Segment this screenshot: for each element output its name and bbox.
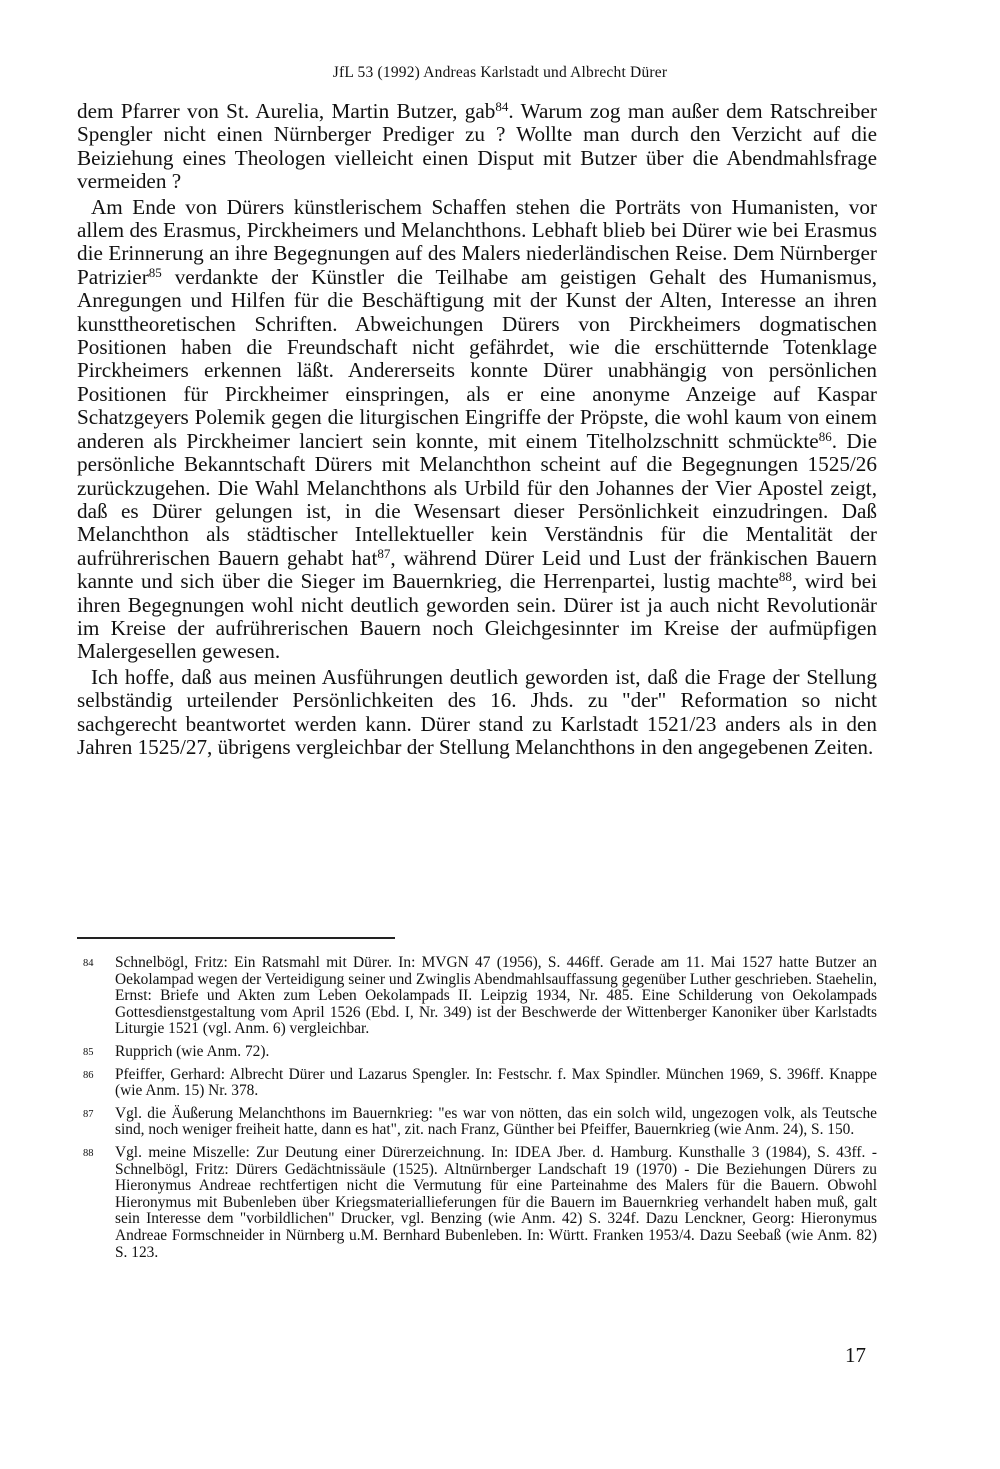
paragraph-text: Ich hoffe, daß aus meinen Ausführungen deutlich geworden ist, daß die Frage der Stellung selbständig urteilender Persönlichkeiten des 16. Jhds. zu "der" Reformation so nicht sachgerecht beantwortet werden kann. Dürer stand zu Karlstadt 1521/23 anders als in den Jahren 1525/27, übrigens vergleichbar der Stellung Melanchthons in den angegebenen Zeiten. xyxy=(77,664,877,759)
footnote-ref[interactable]: 85 xyxy=(148,264,162,280)
body-text xyxy=(77,100,877,759)
footnote xyxy=(77,1145,877,1261)
footnote-ref[interactable]: 84 xyxy=(495,99,509,114)
footnote-divider xyxy=(77,937,395,939)
paragraph-text: , wird bei ihren Begegnungen wohl nicht deutlich geworden sein. Dürer ist ja auch nicht Revolutionär im Kreise der aufrührerischen Bauern noch Gleichgesinnter im Kreise der aufmüpfigen Malergesellen gewesen. xyxy=(77,569,877,664)
paragraph-text: , während Dürer Leid und Lust der fränkischen Bauern kannte und sich über die Sieger im Bauernkrieg, die Herrenpartei, lustig machte xyxy=(77,545,878,594)
paragraph xyxy=(77,666,877,760)
footnote-text: Pfeiffer, Gerhard: Albrecht Dürer und Lazarus Spengler. In: Festschr. f. Max Spindler. München 1969, S. 396ff. Knappe (wie Anm. 15) Nr. 378. xyxy=(115,1065,877,1100)
footnotes xyxy=(77,955,877,1267)
paragraph-text: dem Pfarrer von St. Aurelia, Martin Butzer, gab xyxy=(77,99,496,123)
footnote xyxy=(77,1067,877,1100)
footnote-ref[interactable]: 86 xyxy=(818,428,832,444)
footnote-ref[interactable]: 88 xyxy=(778,569,792,585)
paragraph-text: verdankte der Künstler die Teilhabe am geistigen Gehalt des Humanismus, Anregungen und Hilfen für die Beschäftigung mit der Kunst der Alten, Interesse an ihren kunsttheoretischen Schriften. Abweichungen Dürers von Pirckheimers dogmatischen Positionen haben die Freundschaft nicht gefährdet, wie die erschütternde Totenklage Pirckheimers erkennen läßt. Andererseits konnte Dürer unabhängig von persönlichen Positionen für Pirckheimer einspringen, als er eine anonyme Anzeige auf Kaspar Schatzgeyers Polemik gegen die liturgischen Eingriffe der Pröpste, die wohl kaum von einem anderen als Pirckheimer lanciert sein konnte, mit einem Titelholzschnitt schmückte xyxy=(77,264,877,453)
footnote-text: Schnelbögl, Fritz: Ein Ratsmahl mit Dürer. In: MVGN 47 (1956), S. 446ff. Gerade am 11. Mai 1527 hatte Butzer an Oekolampad wegen der Verteidigung seiner und Zwinglis Abendmahlsauffassung gegenüber Luther geschrieben. Staehelin, Ernst: Briefe und Akten zum Leben Oekolampads II. Leipzig 1934, Nr. 485. Eine Schilderung von Oekolampads Gottesdienstgestaltung vom April 1526 (Ebd. I, Nr. 349) ist der Beschwerde der Wittenberger Kanoniker über Karlstadts Liturgie 1521 (vgl. Anm. 6) vergleichbar. xyxy=(115,954,877,1038)
footnote-ref[interactable]: 87 xyxy=(377,545,391,561)
footnote-text: Rupprich (wie Anm. 72). xyxy=(115,1042,270,1060)
footnote xyxy=(77,1044,877,1061)
paragraph-text: . Warum zog man außer dem Ratschreiber Spengler nicht einen Nürnberger Prediger zu ? Wollte man durch den Verzicht auf die Beiziehung eines Theologen vielleicht einen Disput mit Butzer über die Abendmahlsfrage vermeiden ? xyxy=(77,99,877,194)
footnote-number: 84 xyxy=(83,958,94,969)
footnote-number: 85 xyxy=(83,1046,94,1058)
footnote xyxy=(77,955,877,1038)
footnote-number: 86 xyxy=(83,1069,94,1081)
running-head: JfL 53 (1992) Andreas Karlstadt und Albrecht Dürer xyxy=(332,64,668,81)
footnote xyxy=(77,1106,877,1139)
paragraph-text: Am Ende von Dürers künstlerischem Schaffen stehen die Porträts von Humanisten, vor allem des Erasmus, Pirckheimers und Melanchthons. Lebhaft blieb bei Dürer wie bei Erasmus die Erinnerung an ihre Begegnungen auf des Malers niederländischen Reise. Dem Nürnberger Patrizier xyxy=(77,194,877,289)
paragraph xyxy=(77,196,877,664)
paragraph xyxy=(77,100,877,194)
footnote-number: 87 xyxy=(83,1108,94,1120)
footnote-number: 88 xyxy=(83,1147,94,1159)
page-number: 17 xyxy=(845,1343,866,1367)
footnote-text: Vgl. meine Miszelle: Zur Deutung einer Dürerzeichnung. In: IDEA Jber. d. Hamburg. Kunsthalle 3 (1984), S. 43ff. - Schnelbögl, Fritz: Dürers Gedächtnissäule (1525). Altnürnberger Landschaft 19 (1970) - Die Beziehungen Dürers zu Hieronymus Andreae rechtfertigen nicht die Vermutung für eine Parteinahme des Malers für die Bauern. Obwohl Hieronymus mit Bubenleben über Kriegsmateriallieferungen für die Bauern im Bauernkrieg verhandelt haben muß, galt sein Interesse dem "vorbildlichen" Drucker, vgl. Benzing (wie Anm. 42) S. 324f. Dazu Lenckner, Georg: Hieronymus Andreae Formschneider in Nürnberg u.M. Bernhard Bubenleben. In: Württ. Franken 1953/4. Dazu Seebaß (wie Anm. 82) S. 123. xyxy=(115,1143,877,1261)
footnote-text: Vgl. die Äußerung Melanchthons im Bauernkrieg: "es war von nötten, das ein solch wild, ungezogen volk, als Teutsche sind, noch weniger freiheit hatte, dann es hat", zit. nach Franz, Günther bei Pfeiffer, Bauernkrieg (wie Anm. 24), S. 150. xyxy=(115,1104,877,1139)
paragraph-text: . Die persönliche Bekanntschaft Dürers mit Melanchthon scheint auf die Begegnungen 1525/26 zurückzugehen. Die Wahl Melanchthons als Urbild für den Johannes der Vier Apostel zeigt, daß es Dürer gelungen ist, in die Wesensart dieser Persönlichkeit einzudringen. Daß Melanchthon als städtischer Intellektueller kein Verständnis für die Mentalität der aufrührerischen Bauern gehabt hat xyxy=(77,428,877,570)
